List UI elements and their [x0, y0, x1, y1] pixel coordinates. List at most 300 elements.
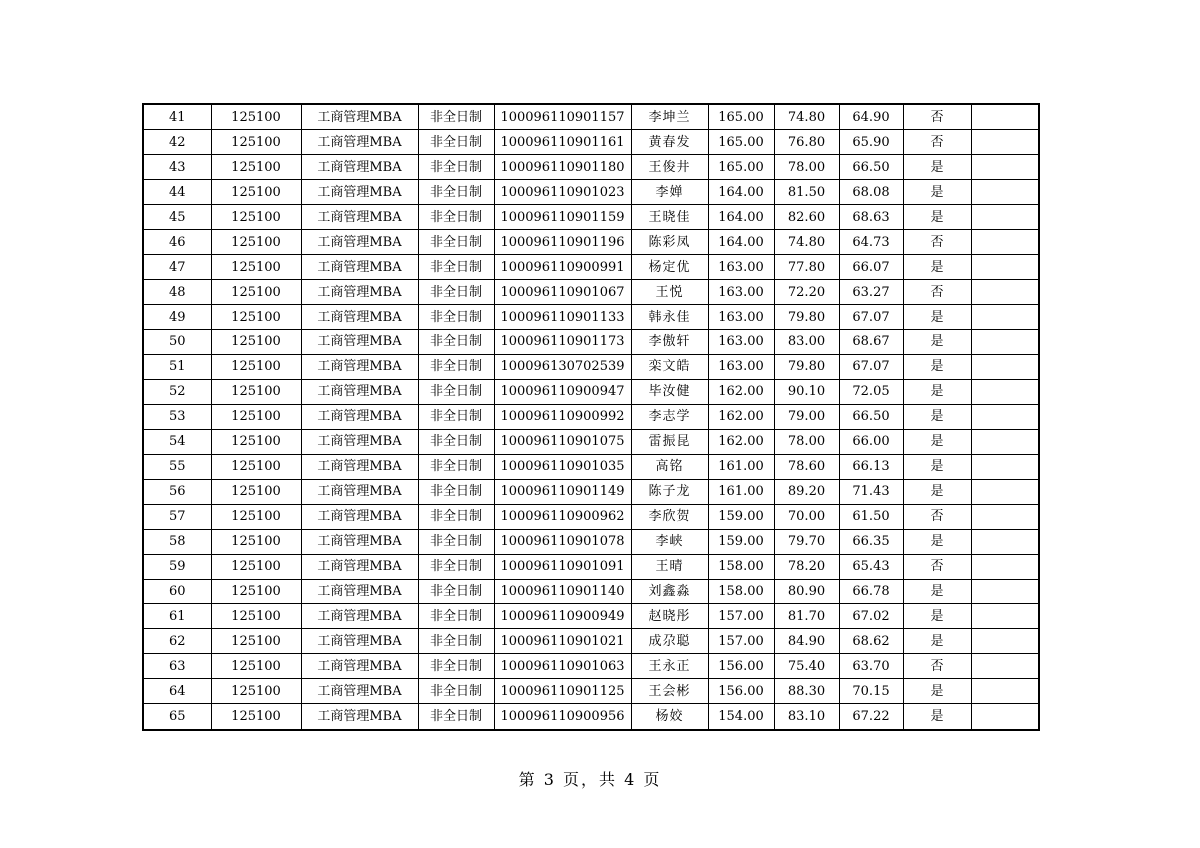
final-score-cell: 68.62 — [839, 629, 903, 654]
empty-cell — [971, 504, 1039, 529]
table-row — [143, 529, 1039, 554]
row-number-cell: 64 — [143, 679, 211, 704]
final-score-cell: 68.63 — [839, 205, 903, 230]
candidate-name-cell: 王晓佳 — [631, 205, 708, 230]
candidate-id-cell: 100096110901063 — [494, 654, 631, 679]
candidate-id-cell: 100096110901159 — [494, 205, 631, 230]
program-name-cell: 工商管理MBA — [301, 554, 418, 579]
candidate-id-cell: 100096110901173 — [494, 329, 631, 354]
program-code-cell: 125100 — [211, 180, 301, 205]
exam-score-cell: 159.00 — [708, 529, 774, 554]
admission-flag-cell: 是 — [903, 329, 971, 354]
retest-score-cell: 76.80 — [774, 130, 839, 155]
program-name-cell: 工商管理MBA — [301, 704, 418, 730]
candidate-name-cell: 王晴 — [631, 554, 708, 579]
admission-flag-cell: 是 — [903, 205, 971, 230]
table-row — [143, 230, 1039, 255]
program-name-cell: 工商管理MBA — [301, 404, 418, 429]
program-name-cell: 工商管理MBA — [301, 504, 418, 529]
candidate-id-cell: 100096110901125 — [494, 679, 631, 704]
program-code-cell: 125100 — [211, 479, 301, 504]
candidate-id-cell: 100096110900962 — [494, 504, 631, 529]
candidate-name-cell: 李坤兰 — [631, 104, 708, 130]
program-code-cell: 125100 — [211, 679, 301, 704]
row-number-cell: 41 — [143, 104, 211, 130]
program-code-cell: 125100 — [211, 429, 301, 454]
empty-cell — [971, 354, 1039, 379]
exam-score-cell: 157.00 — [708, 629, 774, 654]
candidate-name-cell: 雷振昆 — [631, 429, 708, 454]
exam-score-cell: 164.00 — [708, 180, 774, 205]
admission-flag-cell: 是 — [903, 679, 971, 704]
empty-cell — [971, 180, 1039, 205]
program-code-cell: 125100 — [211, 629, 301, 654]
empty-cell — [971, 454, 1039, 479]
retest-score-cell: 83.00 — [774, 329, 839, 354]
empty-cell — [971, 579, 1039, 604]
candidate-id-cell: 100096110900949 — [494, 604, 631, 629]
program-code-cell: 125100 — [211, 255, 301, 280]
program-name-cell: 工商管理MBA — [301, 155, 418, 180]
empty-cell — [971, 529, 1039, 554]
row-number-cell: 46 — [143, 230, 211, 255]
table-row — [143, 354, 1039, 379]
row-number-cell: 47 — [143, 255, 211, 280]
empty-cell — [971, 379, 1039, 404]
exam-score-cell: 156.00 — [708, 654, 774, 679]
retest-score-cell: 74.80 — [774, 104, 839, 130]
table-row — [143, 255, 1039, 280]
candidate-id-cell: 100096110901021 — [494, 629, 631, 654]
empty-cell — [971, 704, 1039, 730]
empty-cell — [971, 554, 1039, 579]
study-mode-cell: 非全日制 — [418, 654, 494, 679]
final-score-cell: 66.35 — [839, 529, 903, 554]
table-row — [143, 579, 1039, 604]
candidate-name-cell: 韩永佳 — [631, 305, 708, 330]
study-mode-cell: 非全日制 — [418, 679, 494, 704]
empty-cell — [971, 654, 1039, 679]
row-number-cell: 53 — [143, 404, 211, 429]
retest-score-cell: 78.00 — [774, 429, 839, 454]
program-code-cell: 125100 — [211, 654, 301, 679]
admission-flag-cell: 否 — [903, 554, 971, 579]
final-score-cell: 66.50 — [839, 404, 903, 429]
final-score-cell: 63.27 — [839, 280, 903, 305]
study-mode-cell: 非全日制 — [418, 230, 494, 255]
exam-score-cell: 154.00 — [708, 704, 774, 730]
row-number-cell: 56 — [143, 479, 211, 504]
retest-score-cell: 77.80 — [774, 255, 839, 280]
program-code-cell: 125100 — [211, 404, 301, 429]
admission-flag-cell: 是 — [903, 354, 971, 379]
study-mode-cell: 非全日制 — [418, 205, 494, 230]
study-mode-cell: 非全日制 — [418, 404, 494, 429]
program-name-cell: 工商管理MBA — [301, 354, 418, 379]
table-row — [143, 604, 1039, 629]
row-number-cell: 60 — [143, 579, 211, 604]
program-name-cell: 工商管理MBA — [301, 329, 418, 354]
candidate-name-cell: 陈子龙 — [631, 479, 708, 504]
table-row — [143, 479, 1039, 504]
candidate-id-cell: 100096110901161 — [494, 130, 631, 155]
admission-flag-cell: 是 — [903, 579, 971, 604]
candidate-name-cell: 毕汝健 — [631, 379, 708, 404]
program-code-cell: 125100 — [211, 280, 301, 305]
final-score-cell: 71.43 — [839, 479, 903, 504]
exam-score-cell: 163.00 — [708, 255, 774, 280]
admission-flag-cell: 是 — [903, 429, 971, 454]
program-name-cell: 工商管理MBA — [301, 205, 418, 230]
admission-flag-cell: 是 — [903, 479, 971, 504]
table-row — [143, 654, 1039, 679]
study-mode-cell: 非全日制 — [418, 479, 494, 504]
empty-cell — [971, 230, 1039, 255]
table-row — [143, 104, 1039, 130]
retest-score-cell: 79.80 — [774, 354, 839, 379]
final-score-cell: 64.90 — [839, 104, 903, 130]
row-number-cell: 63 — [143, 654, 211, 679]
row-number-cell: 45 — [143, 205, 211, 230]
table-row — [143, 704, 1039, 730]
exam-score-cell: 163.00 — [708, 354, 774, 379]
program-name-cell: 工商管理MBA — [301, 379, 418, 404]
candidate-name-cell: 成尕聪 — [631, 629, 708, 654]
retest-score-cell: 82.60 — [774, 205, 839, 230]
admission-flag-cell: 是 — [903, 604, 971, 629]
final-score-cell: 70.15 — [839, 679, 903, 704]
exam-score-cell: 161.00 — [708, 479, 774, 504]
admission-flag-cell: 是 — [903, 305, 971, 330]
admission-flag-cell: 否 — [903, 654, 971, 679]
admission-flag-cell: 否 — [903, 104, 971, 130]
retest-score-cell: 78.00 — [774, 155, 839, 180]
retest-score-cell: 83.10 — [774, 704, 839, 730]
row-number-cell: 49 — [143, 305, 211, 330]
study-mode-cell: 非全日制 — [418, 429, 494, 454]
final-score-cell: 68.67 — [839, 329, 903, 354]
retest-score-cell: 74.80 — [774, 230, 839, 255]
exam-score-cell: 163.00 — [708, 305, 774, 330]
admission-flag-cell: 是 — [903, 529, 971, 554]
retest-score-cell: 75.40 — [774, 654, 839, 679]
retest-score-cell: 78.60 — [774, 454, 839, 479]
table-row — [143, 305, 1039, 330]
program-name-cell: 工商管理MBA — [301, 479, 418, 504]
admission-flag-cell: 是 — [903, 704, 971, 730]
study-mode-cell: 非全日制 — [418, 329, 494, 354]
program-code-cell: 125100 — [211, 155, 301, 180]
table-row — [143, 679, 1039, 704]
admission-flag-cell: 是 — [903, 379, 971, 404]
study-mode-cell: 非全日制 — [418, 704, 494, 730]
candidate-id-cell: 100096110901091 — [494, 554, 631, 579]
program-name-cell: 工商管理MBA — [301, 180, 418, 205]
program-name-cell: 工商管理MBA — [301, 629, 418, 654]
exam-score-cell: 164.00 — [708, 205, 774, 230]
row-number-cell: 44 — [143, 180, 211, 205]
exam-score-cell: 163.00 — [708, 280, 774, 305]
row-number-cell: 50 — [143, 329, 211, 354]
row-number-cell: 52 — [143, 379, 211, 404]
candidate-id-cell: 100096110901196 — [494, 230, 631, 255]
exam-score-cell: 159.00 — [708, 504, 774, 529]
final-score-cell: 67.22 — [839, 704, 903, 730]
program-name-cell: 工商管理MBA — [301, 579, 418, 604]
retest-score-cell: 90.10 — [774, 379, 839, 404]
program-name-cell: 工商管理MBA — [301, 280, 418, 305]
program-name-cell: 工商管理MBA — [301, 679, 418, 704]
candidate-name-cell: 王永正 — [631, 654, 708, 679]
candidate-name-cell: 王悦 — [631, 280, 708, 305]
program-code-cell: 125100 — [211, 504, 301, 529]
row-number-cell: 48 — [143, 280, 211, 305]
admission-flag-cell: 否 — [903, 130, 971, 155]
candidate-name-cell: 王会彬 — [631, 679, 708, 704]
empty-cell — [971, 155, 1039, 180]
candidate-id-cell: 100096110901133 — [494, 305, 631, 330]
admission-flag-cell: 否 — [903, 504, 971, 529]
study-mode-cell: 非全日制 — [418, 579, 494, 604]
empty-cell — [971, 305, 1039, 330]
candidate-id-cell: 100096110901023 — [494, 180, 631, 205]
program-code-cell: 125100 — [211, 205, 301, 230]
program-code-cell: 125100 — [211, 104, 301, 130]
candidate-name-cell: 李傲轩 — [631, 329, 708, 354]
empty-cell — [971, 130, 1039, 155]
study-mode-cell: 非全日制 — [418, 155, 494, 180]
admission-flag-cell: 是 — [903, 629, 971, 654]
results-table-body — [143, 104, 1039, 730]
candidate-name-cell: 杨姣 — [631, 704, 708, 730]
exam-score-cell: 156.00 — [708, 679, 774, 704]
final-score-cell: 66.78 — [839, 579, 903, 604]
candidate-name-cell: 李欣贺 — [631, 504, 708, 529]
program-name-cell: 工商管理MBA — [301, 230, 418, 255]
final-score-cell: 67.07 — [839, 354, 903, 379]
admission-flag-cell: 是 — [903, 255, 971, 280]
retest-score-cell: 72.20 — [774, 280, 839, 305]
table-row — [143, 404, 1039, 429]
candidate-name-cell: 刘鑫淼 — [631, 579, 708, 604]
program-name-cell: 工商管理MBA — [301, 104, 418, 130]
study-mode-cell: 非全日制 — [418, 454, 494, 479]
program-name-cell: 工商管理MBA — [301, 255, 418, 280]
table-row — [143, 155, 1039, 180]
table-row — [143, 454, 1039, 479]
candidate-id-cell: 100096110901078 — [494, 529, 631, 554]
exam-score-cell: 161.00 — [708, 454, 774, 479]
program-code-cell: 125100 — [211, 529, 301, 554]
admission-flag-cell: 否 — [903, 280, 971, 305]
retest-score-cell: 84.90 — [774, 629, 839, 654]
study-mode-cell: 非全日制 — [418, 554, 494, 579]
table-row — [143, 280, 1039, 305]
empty-cell — [971, 104, 1039, 130]
retest-score-cell: 70.00 — [774, 504, 839, 529]
candidate-name-cell: 李志学 — [631, 404, 708, 429]
program-name-cell: 工商管理MBA — [301, 454, 418, 479]
empty-cell — [971, 604, 1039, 629]
candidate-id-cell: 100096110901075 — [494, 429, 631, 454]
admission-flag-cell: 是 — [903, 180, 971, 205]
table-row — [143, 329, 1039, 354]
table-row — [143, 504, 1039, 529]
candidate-id-cell: 100096110901180 — [494, 155, 631, 180]
admission-results-table — [142, 103, 1040, 731]
study-mode-cell: 非全日制 — [418, 379, 494, 404]
table-row — [143, 205, 1039, 230]
row-number-cell: 59 — [143, 554, 211, 579]
row-number-cell: 42 — [143, 130, 211, 155]
program-name-cell: 工商管理MBA — [301, 604, 418, 629]
empty-cell — [971, 404, 1039, 429]
exam-score-cell: 162.00 — [708, 379, 774, 404]
program-name-cell: 工商管理MBA — [301, 305, 418, 330]
program-name-cell: 工商管理MBA — [301, 529, 418, 554]
exam-score-cell: 162.00 — [708, 429, 774, 454]
program-code-cell: 125100 — [211, 579, 301, 604]
page-footer: 第 3 页，共 4 页 — [518, 770, 662, 789]
table-row — [143, 379, 1039, 404]
candidate-name-cell: 杨定优 — [631, 255, 708, 280]
exam-score-cell: 157.00 — [708, 604, 774, 629]
candidate-id-cell: 100096130702539 — [494, 354, 631, 379]
retest-score-cell: 88.30 — [774, 679, 839, 704]
row-number-cell: 62 — [143, 629, 211, 654]
candidate-name-cell: 高铭 — [631, 454, 708, 479]
retest-score-cell: 89.20 — [774, 479, 839, 504]
candidate-id-cell: 100096110901140 — [494, 579, 631, 604]
table-row — [143, 629, 1039, 654]
final-score-cell: 66.50 — [839, 155, 903, 180]
empty-cell — [971, 205, 1039, 230]
retest-score-cell: 81.70 — [774, 604, 839, 629]
candidate-name-cell: 赵晓彤 — [631, 604, 708, 629]
row-number-cell: 51 — [143, 354, 211, 379]
study-mode-cell: 非全日制 — [418, 354, 494, 379]
exam-score-cell: 165.00 — [708, 130, 774, 155]
program-code-cell: 125100 — [211, 130, 301, 155]
retest-score-cell: 79.00 — [774, 404, 839, 429]
table-row — [143, 554, 1039, 579]
admission-flag-cell: 是 — [903, 454, 971, 479]
final-score-cell: 65.43 — [839, 554, 903, 579]
admission-flag-cell: 是 — [903, 155, 971, 180]
exam-score-cell: 165.00 — [708, 104, 774, 130]
program-name-cell: 工商管理MBA — [301, 130, 418, 155]
empty-cell — [971, 629, 1039, 654]
exam-score-cell: 163.00 — [708, 329, 774, 354]
candidate-name-cell: 李峡 — [631, 529, 708, 554]
exam-score-cell: 165.00 — [708, 155, 774, 180]
exam-score-cell: 158.00 — [708, 579, 774, 604]
final-score-cell: 67.07 — [839, 305, 903, 330]
empty-cell — [971, 329, 1039, 354]
final-score-cell: 64.73 — [839, 230, 903, 255]
study-mode-cell: 非全日制 — [418, 280, 494, 305]
program-code-cell: 125100 — [211, 554, 301, 579]
candidate-name-cell: 李婵 — [631, 180, 708, 205]
row-number-cell: 55 — [143, 454, 211, 479]
empty-cell — [971, 255, 1039, 280]
admission-flag-cell: 否 — [903, 230, 971, 255]
program-code-cell: 125100 — [211, 230, 301, 255]
retest-score-cell: 78.20 — [774, 554, 839, 579]
final-score-cell: 66.13 — [839, 454, 903, 479]
study-mode-cell: 非全日制 — [418, 305, 494, 330]
candidate-name-cell: 黄春发 — [631, 130, 708, 155]
candidate-id-cell: 100096110901035 — [494, 454, 631, 479]
empty-cell — [971, 429, 1039, 454]
final-score-cell: 66.00 — [839, 429, 903, 454]
retest-score-cell: 79.70 — [774, 529, 839, 554]
candidate-id-cell: 100096110900956 — [494, 704, 631, 730]
program-code-cell: 125100 — [211, 379, 301, 404]
candidate-id-cell: 100096110901157 — [494, 104, 631, 130]
row-number-cell: 43 — [143, 155, 211, 180]
table-row — [143, 180, 1039, 205]
candidate-id-cell: 100096110901149 — [494, 479, 631, 504]
candidate-name-cell: 栾文皓 — [631, 354, 708, 379]
table-row — [143, 429, 1039, 454]
exam-score-cell: 158.00 — [708, 554, 774, 579]
program-code-cell: 125100 — [211, 354, 301, 379]
program-code-cell: 125100 — [211, 329, 301, 354]
candidate-id-cell: 100096110900947 — [494, 379, 631, 404]
exam-score-cell: 162.00 — [708, 404, 774, 429]
program-name-cell: 工商管理MBA — [301, 654, 418, 679]
final-score-cell: 66.07 — [839, 255, 903, 280]
study-mode-cell: 非全日制 — [418, 130, 494, 155]
final-score-cell: 61.50 — [839, 504, 903, 529]
study-mode-cell: 非全日制 — [418, 104, 494, 130]
final-score-cell: 72.05 — [839, 379, 903, 404]
empty-cell — [971, 679, 1039, 704]
retest-score-cell: 81.50 — [774, 180, 839, 205]
candidate-name-cell: 陈彩凤 — [631, 230, 708, 255]
study-mode-cell: 非全日制 — [418, 504, 494, 529]
row-number-cell: 65 — [143, 704, 211, 730]
table-row — [143, 130, 1039, 155]
candidate-id-cell: 100096110901067 — [494, 280, 631, 305]
candidate-name-cell: 王俊井 — [631, 155, 708, 180]
program-code-cell: 125100 — [211, 704, 301, 730]
program-name-cell: 工商管理MBA — [301, 429, 418, 454]
row-number-cell: 61 — [143, 604, 211, 629]
candidate-id-cell: 100096110900992 — [494, 404, 631, 429]
study-mode-cell: 非全日制 — [418, 180, 494, 205]
admission-flag-cell: 是 — [903, 404, 971, 429]
program-code-cell: 125100 — [211, 604, 301, 629]
empty-cell — [971, 280, 1039, 305]
retest-score-cell: 79.80 — [774, 305, 839, 330]
row-number-cell: 54 — [143, 429, 211, 454]
retest-score-cell: 80.90 — [774, 579, 839, 604]
program-code-cell: 125100 — [211, 454, 301, 479]
final-score-cell: 65.90 — [839, 130, 903, 155]
study-mode-cell: 非全日制 — [418, 255, 494, 280]
row-number-cell: 58 — [143, 529, 211, 554]
study-mode-cell: 非全日制 — [418, 529, 494, 554]
row-number-cell: 57 — [143, 504, 211, 529]
final-score-cell: 63.70 — [839, 654, 903, 679]
program-code-cell: 125100 — [211, 305, 301, 330]
candidate-id-cell: 100096110900991 — [494, 255, 631, 280]
final-score-cell: 68.08 — [839, 180, 903, 205]
final-score-cell: 67.02 — [839, 604, 903, 629]
exam-score-cell: 164.00 — [708, 230, 774, 255]
